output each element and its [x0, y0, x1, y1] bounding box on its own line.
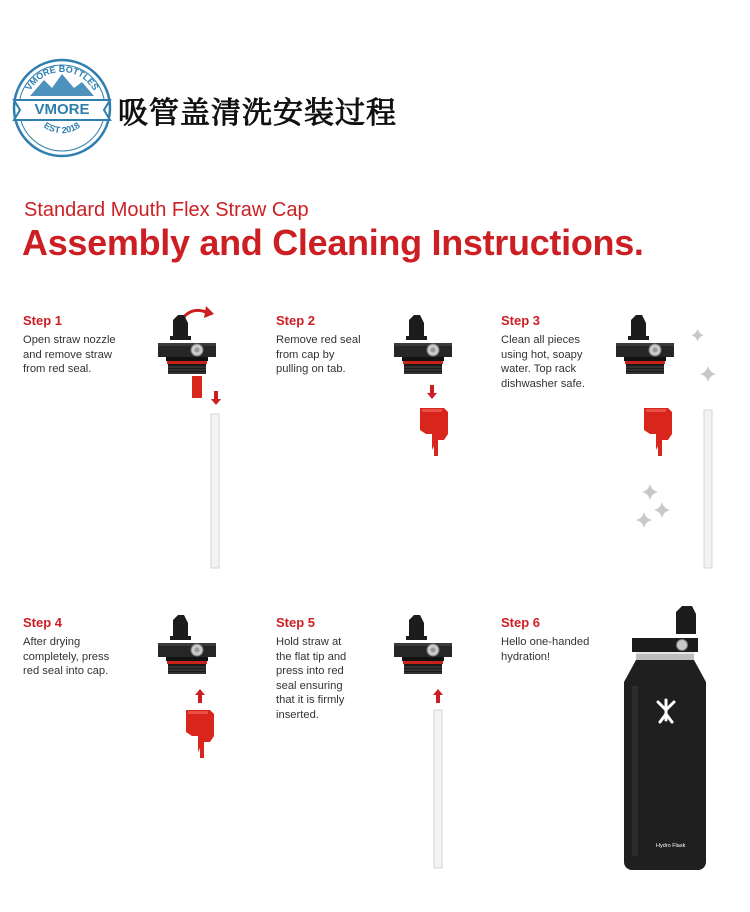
bottle-brand-text: Hydro Flask — [656, 843, 686, 849]
sparkle-icon — [691, 329, 704, 342]
logo-top-text: VMORE BOTTLES — [23, 63, 101, 93]
sparkle-icon — [642, 484, 658, 500]
step-3-title: Step 3 — [501, 313, 541, 328]
sparkle-icon — [636, 512, 652, 528]
step-3-description: Clean all pieces using hot, soapy water. Top rack dishwasher safe. — [501, 334, 585, 390]
step-2-description: Remove red seal from cap by pulling on tab. — [276, 334, 361, 376]
step-1-description: Open straw nozzle and remove straw from red seal. — [23, 334, 116, 376]
step-5-title: Step 5 — [276, 615, 316, 630]
sparkle-icon — [700, 366, 716, 382]
step-4-illustration — [150, 600, 240, 780]
step-2-illustration — [386, 300, 476, 480]
step-6-description: Hello one-handed hydration! — [501, 636, 590, 663]
logo-bottom-text: EST 2018 — [42, 120, 82, 136]
vmore-logo — [6, 52, 118, 164]
step-6-title: Step 6 — [501, 615, 541, 630]
step-1-title: Step 1 — [23, 313, 63, 328]
step-1-illustration — [150, 300, 240, 580]
step-5-description: Hold straw at the flat tip and press into red seal ensuring that it is firmly inserted. — [276, 636, 347, 721]
logo-center-text: VMORE — [34, 101, 90, 118]
page-title-cn: 吸管盖清洗安装过程 — [118, 96, 397, 131]
subtitle: Standard Mouth Flex Straw Cap — [24, 199, 309, 221]
step-2-title: Step 2 — [276, 313, 316, 328]
sparkle-icon — [654, 502, 670, 518]
hydro-flask-bottle — [618, 606, 718, 876]
step-3-illustration — [608, 300, 718, 580]
step-5-illustration — [386, 600, 476, 880]
step-4-title: Step 4 — [23, 615, 63, 630]
step-4-description: After drying completely, press red seal into cap. — [23, 636, 110, 678]
main-title: Assembly and Cleaning Instructions. — [22, 222, 644, 263]
